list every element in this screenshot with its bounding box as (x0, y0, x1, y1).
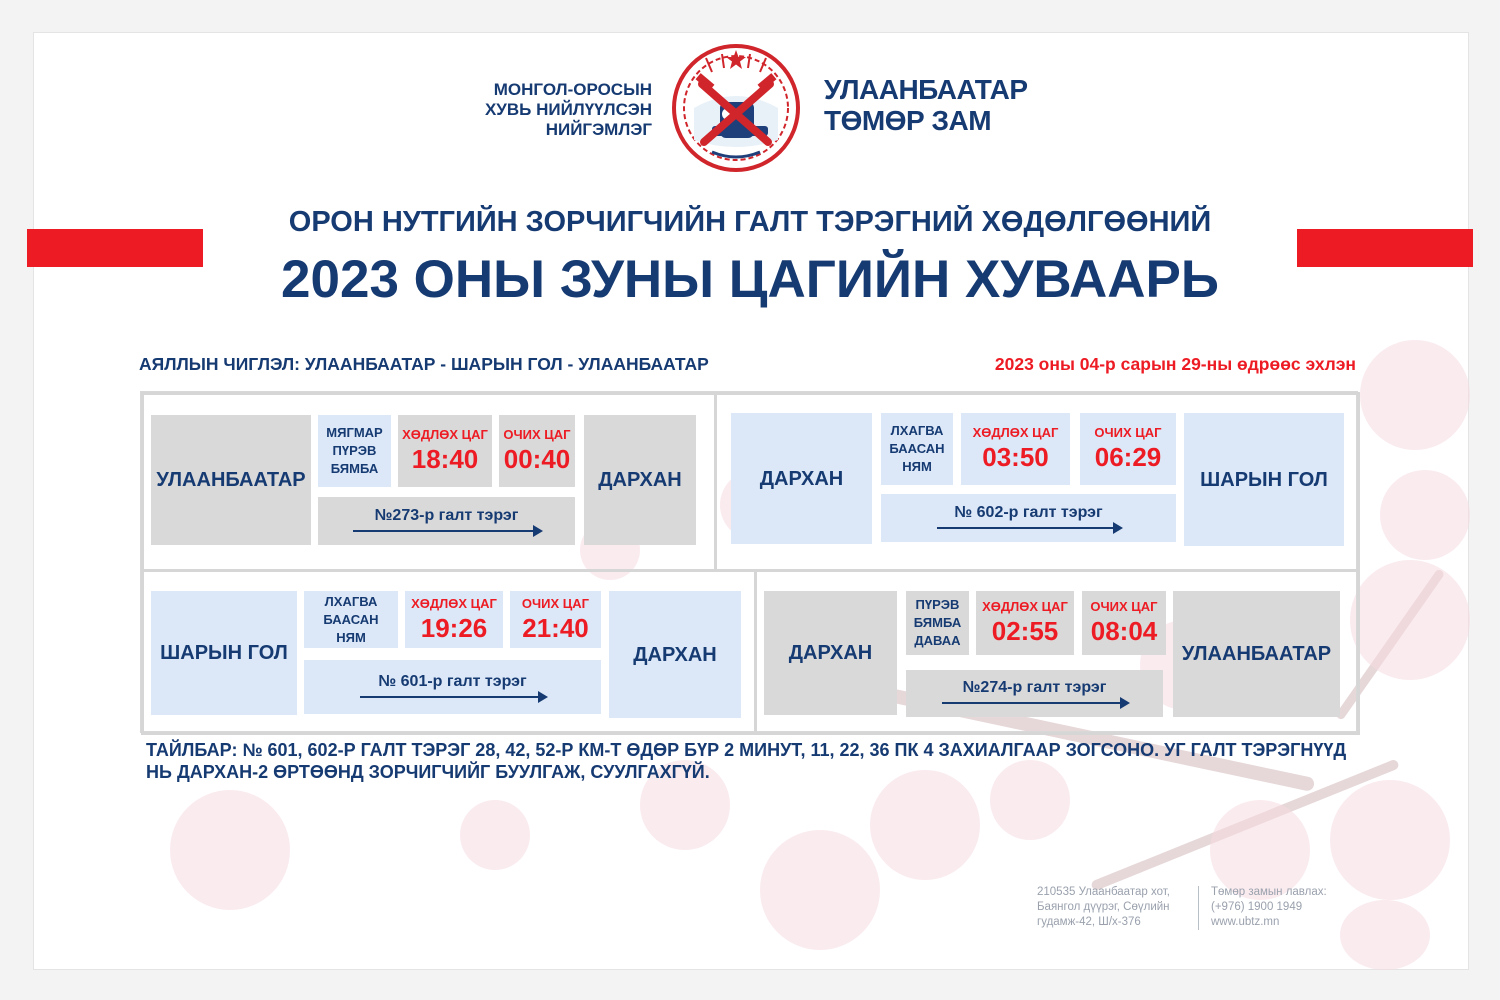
arrival-time: ОЧИХ ЦАГ 06:29 (1080, 413, 1176, 485)
origin-station: ШАРЫН ГОЛ (151, 591, 297, 715)
railway-name: УЛААНБААТАР ТӨМӨР ЗАМ (824, 74, 1028, 136)
railway-emblem-icon (672, 44, 800, 172)
operating-days: МЯГМАР ПҮРЭВ БЯМБА (318, 415, 391, 487)
route-text: АЯЛЛЫН ЧИГЛЭЛ: УЛААНБААТАР - ШАРЫН ГОЛ - УЛААНБААТАР (139, 354, 709, 374)
departure-time: ХӨДЛӨХ ЦАГ 19:26 (405, 591, 503, 648)
organization-name: МОНГОЛ-ОРОСЫН ХУВЬ НИЙЛҮҮЛСЭН НИЙГЭМЛЭГ (484, 80, 652, 139)
departure-time: ХӨДЛӨХ ЦАГ 03:50 (961, 413, 1070, 485)
destination-station: УЛААНБААТАР (1173, 591, 1340, 717)
page-title: 2023 ОНЫ ЗУНЫ ЦАГИЙН ХУВААРЬ (281, 250, 1219, 309)
operating-days: ЛХАГВА БААСАН НЯМ (304, 591, 398, 648)
destination-station: ШАРЫН ГОЛ (1184, 413, 1344, 546)
contact-block: Төмөр замын лавлах: (+976) 1900 1949 www.ubtz.mn (1211, 886, 1327, 928)
arrival-time: ОЧИХ ЦАГ 21:40 (510, 591, 601, 648)
footnote: ТАЙЛБАР: № 601, 602-Р ГАЛТ ТЭРЭГ 28, 42, 52-Р КМ-Т ӨДӨР БҮР 2 МИНУТ, 11, 22, 36 ПК 4 ЗАХИАЛГААР ЗОГСОНО. УГ ГАЛТ ТЭРЭГНҮҮД НЬ ДАРХАН-2 ӨРТӨӨНД ЗОРЧИГЧИЙГ БУУЛГАЖ, СУУЛГАХГҮЙ. (146, 740, 1347, 782)
origin-station: ДАРХАН (764, 591, 897, 715)
origin-station: ДАРХАН (731, 413, 872, 544)
train-number: №274-р галт тэрэг (906, 670, 1163, 717)
footer-divider (1198, 886, 1199, 930)
train-number: № 601-р галт тэрэг (304, 660, 601, 714)
start-date: 2023 оны 04-р сарын 29-ны өдрөөс эхлэн (994, 354, 1356, 374)
destination-station: ДАРХАН (584, 415, 696, 545)
direction-arrow-icon (942, 702, 1128, 704)
operating-days: ПҮРЭВ БЯМБА ДАВАА (906, 591, 969, 655)
website-link[interactable]: www.ubtz.mn (1211, 916, 1280, 928)
origin-station: УЛААНБААТАР (151, 415, 311, 545)
direction-arrow-icon (353, 530, 541, 532)
train-number: № 602-р галт тэрэг (881, 494, 1176, 542)
direction-arrow-icon (360, 696, 546, 698)
departure-time: ХӨДЛӨХ ЦАГ 02:55 (976, 591, 1074, 655)
arrival-time: ОЧИХ ЦАГ 00:40 (499, 415, 575, 487)
departure-time: ХӨДЛӨХ ЦАГ 18:40 (398, 415, 492, 487)
address-block: 210535 Улаанбаатар хот, Баянгол дүүрэг, Сөүлийн гудамж-42, Ш/х-376 (1037, 886, 1170, 928)
arrival-time: ОЧИХ ЦАГ 08:04 (1082, 591, 1166, 655)
destination-station: ДАРХАН (609, 591, 741, 718)
train-number: №273-р галт тэрэг (318, 497, 575, 545)
operating-days: ЛХАГВА БААСАН НЯМ (881, 413, 953, 485)
direction-arrow-icon (937, 527, 1121, 529)
page-subtitle: ОРОН НУТГИЙН ЗОРЧИГЧИЙН ГАЛТ ТЭРЭГНИЙ ХӨДӨЛГӨӨНИЙ (288, 206, 1212, 238)
